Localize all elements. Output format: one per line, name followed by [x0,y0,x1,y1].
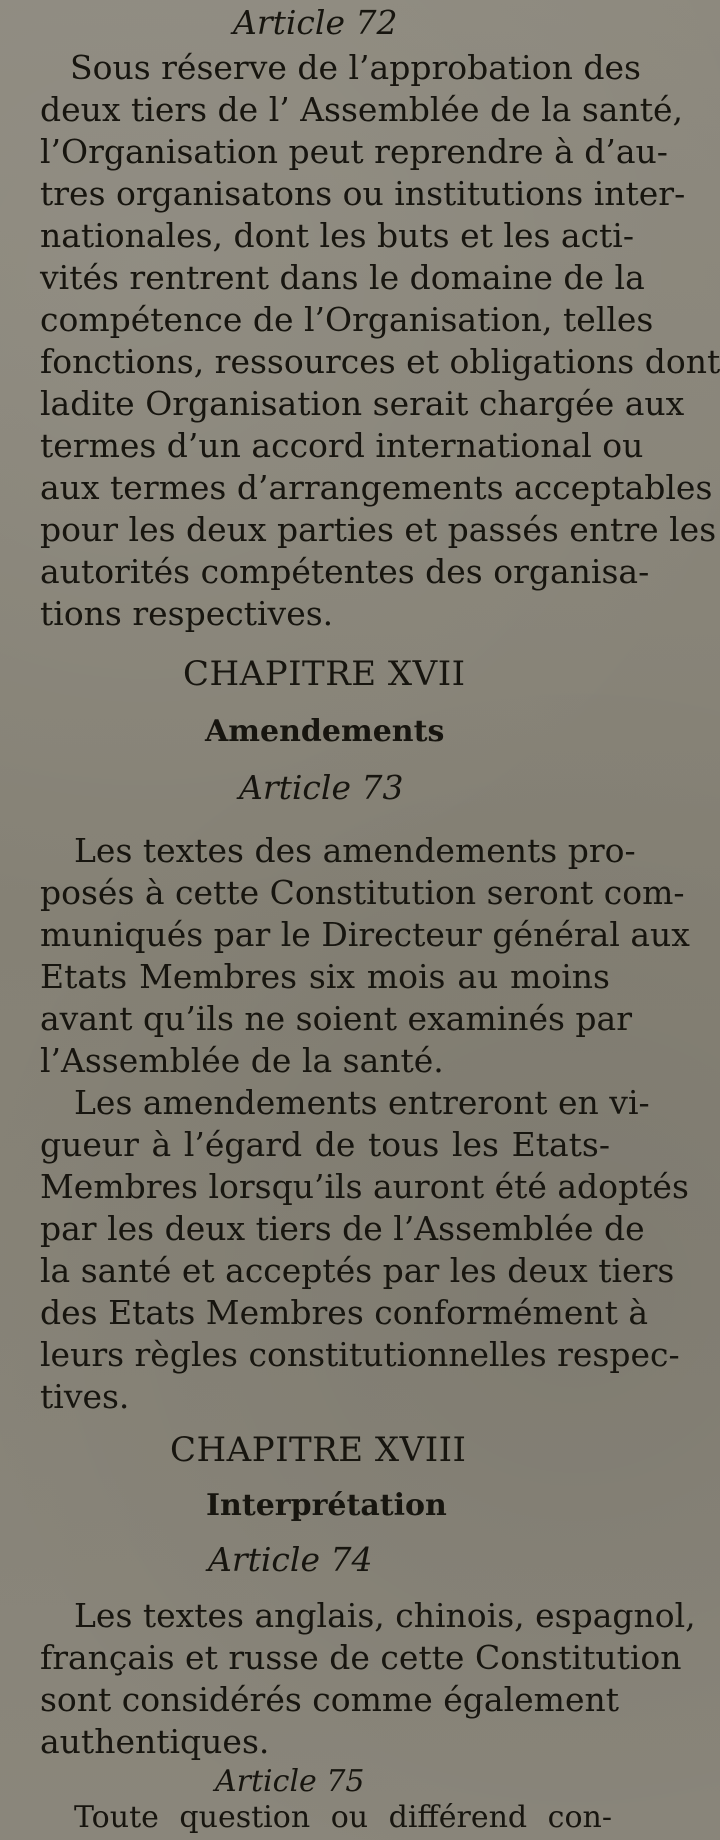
article-72-line-10: termes d’un accord international ou [40,426,644,465]
article-73-line-11: la santé et acceptés par les deux tiers [40,1251,675,1290]
article-72-line-2: deux tiers de l’ Assemblée de la santé, [40,90,683,129]
article-73-line-8: gueur à l’égard de tous les Etats- [40,1125,610,1164]
article-72-line-9: ladite Organisation serait chargée aux [40,384,685,423]
article-73-line-13: leurs règles constitutionnelles respec- [40,1335,680,1374]
article-72-line-4: tres organisatons ou institutions inter- [40,174,686,213]
article-75-line-1: Toute question ou différend con- [74,1800,612,1835]
article-74-heading: Article 74 [208,1540,373,1579]
article-73-line-7: Les amendements entreront en vi- [74,1083,650,1122]
article-73-line-2: posés à cette Constitution seront com- [40,873,685,912]
article-72-line-6: vités rentrent dans le domaine de la [40,258,645,297]
chapter-18-heading: CHAPITRE XVIII [170,1430,467,1470]
article-72-line-7: compétence de l’Organisation, telles [40,300,654,339]
chapter-18-title: Interprétation [206,1488,447,1523]
article-72-line-8: fonctions, ressources et obligations dont [40,342,720,381]
article-73-line-3: muniqués par le Directeur général aux [40,915,690,954]
article-72-line-14: tions respectives. [40,594,334,633]
article-73-line-4: Etats Membres six mois au moins [40,957,610,996]
article-75-heading: Article 75 [215,1764,365,1799]
article-72-line-12: pour les deux parties et passés entre les [40,510,717,549]
article-73-line-10: par les deux tiers de l’Assemblée de [40,1209,645,1248]
article-72-heading: Article 72 [233,3,398,42]
chapter-17-title: Amendements [205,714,445,749]
article-74-line-2: français et russe de cette Constitution [40,1638,682,1677]
article-73-line-12: des Etats Membres conformément à [40,1293,649,1332]
article-74-line-3: sont considérés comme également [40,1680,619,1719]
article-72-line-11: aux termes d’arrangements acceptables [40,468,713,507]
article-73-line-5: avant qu’ils ne soient examinés par [40,999,633,1038]
article-72-line-13: autorités compétentes des organisa- [40,552,650,591]
article-73-heading: Article 73 [239,768,404,807]
article-73-line-6: l’Assemblée de la santé. [40,1041,444,1080]
article-72-line-3: l’Organisation peut reprendre à d’au- [40,132,668,171]
article-72-line-5: nationales, dont les buts et les acti- [40,216,635,255]
article-73-line-1: Les textes des amendements pro- [74,831,636,870]
article-74-line-4: authentiques. [40,1722,270,1761]
article-73-line-9: Membres lorsqu’ils auront été adoptés [40,1167,689,1206]
article-74-line-1: Les textes anglais, chinois, espagnol, [74,1596,696,1635]
chapter-17-heading: CHAPITRE XVII [183,654,466,694]
article-72-line-1: Sous réserve de l’approbation des [70,48,641,87]
article-73-line-14: tives. [40,1377,130,1416]
